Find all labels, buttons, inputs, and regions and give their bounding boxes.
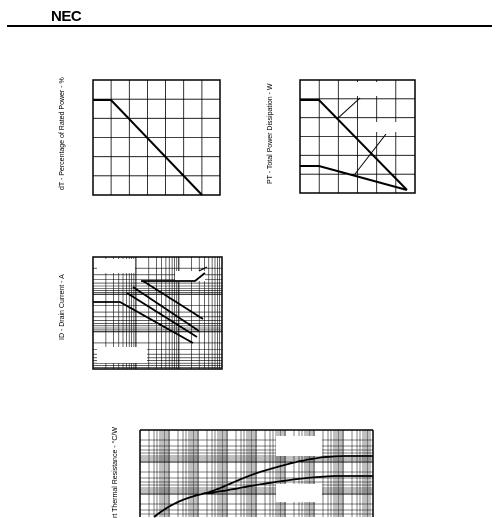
drain-curve-4 [127, 293, 197, 337]
power-label-box-1 [340, 82, 390, 96]
thermal-chart [140, 430, 373, 517]
power-leader-1 [337, 98, 360, 119]
derating-grid [93, 80, 220, 195]
power-ylabel: PT - Total Power Dissipation - W [267, 83, 274, 184]
drain-label-box-3 [97, 347, 147, 363]
thermal-curve-upper [154, 456, 373, 517]
thermal-ylabel: rt Thermal Resistance - °C/W [112, 427, 119, 518]
power-curve-upper [300, 100, 407, 190]
derating-chart [93, 80, 220, 195]
power-label-box-2 [358, 122, 400, 132]
drain-label-box-1 [97, 259, 135, 273]
power-leader-2 [355, 134, 386, 174]
power-chart [300, 80, 415, 193]
derating-ylabel: dT - Percentage of Rated Power - % [59, 77, 66, 190]
drain-arrow [199, 267, 207, 271]
drain-current-ylabel: ID - Drain Current - A [59, 274, 66, 340]
nec-logo: NEC [51, 8, 82, 25]
drain-curve-2 [93, 302, 193, 343]
thermal-label-box-1 [276, 436, 322, 456]
power-curve-lower [300, 166, 407, 190]
drain-current-chart [93, 257, 222, 369]
header-rule [7, 25, 492, 27]
thermal-label-box-2 [276, 484, 322, 502]
